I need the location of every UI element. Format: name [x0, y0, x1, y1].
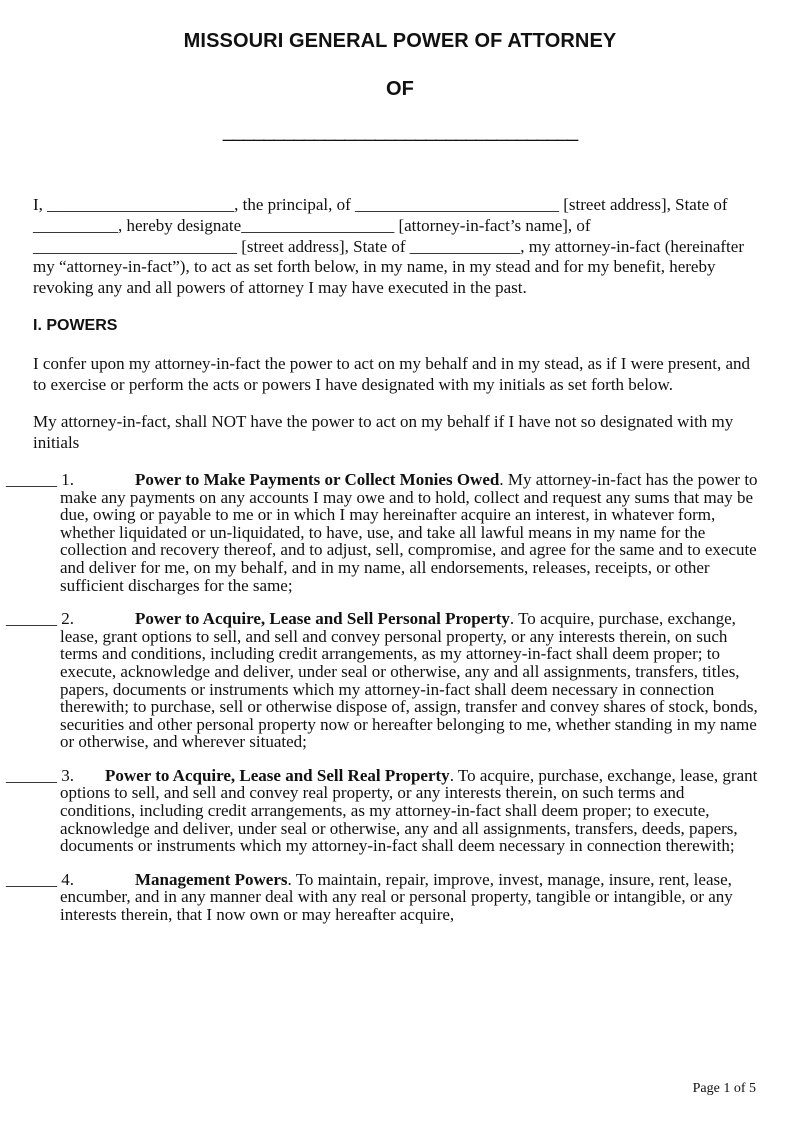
power-item: [6, 765, 763, 856]
section-heading: I. POWERS: [33, 316, 118, 334]
power-heading: Power to Acquire, Lease and Sell Real Property: [105, 765, 450, 785]
document-title-of: OF: [386, 78, 414, 100]
power-text: . To maintain, repair, improve, invest, manage, insure, rent, lease, encumber, and in any manner deal with any real or personal property, tangible or intangible, or any interests therein, that I now own or may hereafter acquire,: [60, 869, 733, 925]
document-title: MISSOURI GENERAL POWER OF ATTORNEY: [183, 30, 617, 52]
power-text: . My attorney-in-fact has the power to make any payments on any accounts I may owe and to hold, collect and request any sums that may be due, owing or payable to me or in which I may hereinafter acquire an interest, in whatever form, whether liquidated or un-liquidated, to have, use, and take all lawful means in my name for the collection and recovery thereof, and to adjust, sell, compromise, and agree for the same and to execute and deliver for me, on my behalf, and in my name, all endorsements, releases, receipts, or other sufficient discharges for the same;: [60, 469, 758, 595]
initials-blank: ______ 4.: [6, 869, 74, 889]
power-item: [6, 469, 763, 595]
power-heading: Power to Make Payments or Collect Monies Owed: [135, 469, 500, 489]
power-text: . To acquire, purchase, exchange, lease, grant options to sell, and sell and convey personal property, or any interests therein, on such terms and conditions, including credit arrangements, as my attorney-in-fact shall deem proper; to execute, acknowledge and deliver, under seal or otherwise, any and all assignments, transfers, titles, papers, documents or instruments which my attorney-in-fact shall deem necessary in connection therewith; to purchase, sell or otherwise dispose of, assign, transfer and convey shares of stock, bonds, securities and other personal property now or hereafter belonging to me, whether standing in my name or otherwise, and wherever situated;: [60, 609, 758, 752]
power-text: . To acquire, purchase, exchange, lease, grant options to sell, and sell and convey real property, or any interests therein, on such terms and conditions, including credit arrangements, as my attorney-in-fact shall deem proper; to execute, acknowledge and deliver, under seal or otherwise, any and all assignments, transfers, deeds, papers, documents or instruments which my attorney-in-fact shall deem necessary in connection therewith;: [60, 765, 758, 856]
page-number: Page 1 of 5: [692, 1081, 756, 1096]
power-heading: Management Powers: [135, 869, 288, 889]
intro-paragraph: I, ______________________, the principal, of ________________________ [street address], State of __________, hereby designate__________________ [attorney-in-fact’s name], of ________________________ [street address], State of _____________, my attorney-in-fact (hereinafter my “attorney-in-fact”), to act as set forth below, in my name, in my stead and for my benefit, hereby revoking any and all powers of attorney I may have executed in the past.: [33, 195, 744, 298]
initials-blank: ______ 2.: [6, 609, 74, 629]
not-paragraph: My attorney-in-fact, shall NOT have the power to act on my behalf if I have not so designated with my initials: [33, 412, 734, 453]
initials-blank: ______ 3.: [6, 765, 74, 785]
initials-blank: ______ 1.: [6, 469, 74, 489]
power-item: [6, 609, 763, 752]
document-body: [6, 195, 763, 940]
power-heading: Power to Acquire, Lease and Sell Personal Property: [135, 609, 510, 629]
power-item: [6, 869, 763, 925]
principal-name-blank: ___________________________________: [222, 120, 578, 142]
confer-paragraph: I confer upon my attorney-in-fact the power to act on my behalf and in my stead, as if I were present, and to exercise or perform the acts or powers I have designated with my initials as set forth below.: [33, 353, 751, 394]
